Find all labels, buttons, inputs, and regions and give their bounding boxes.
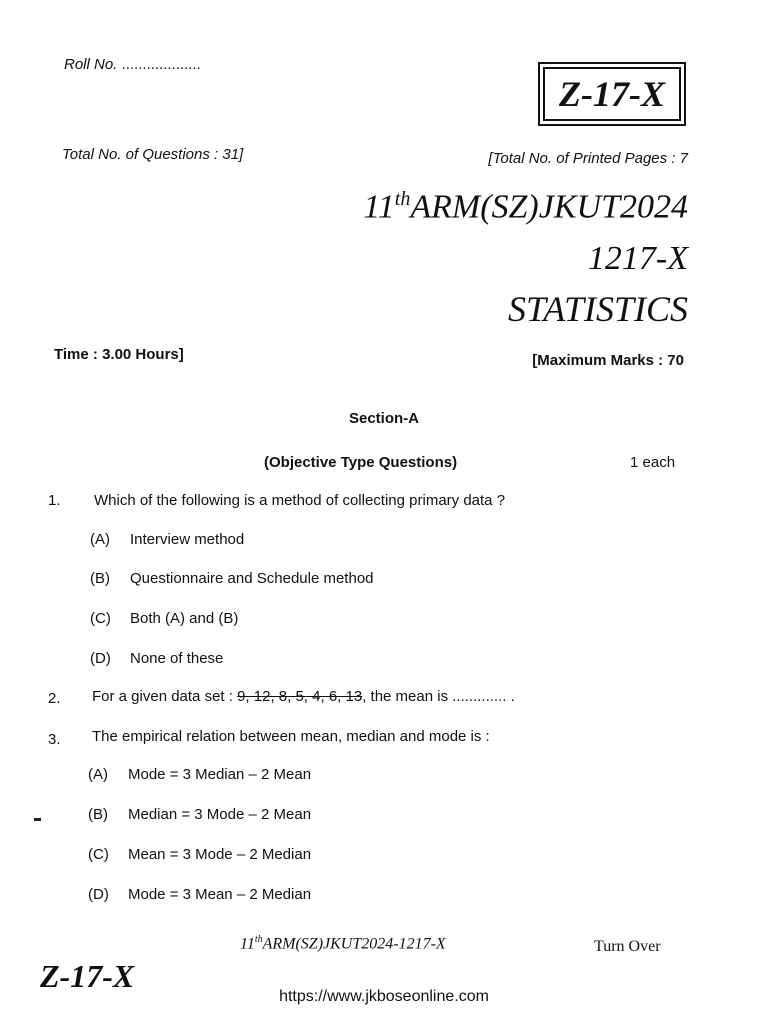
data-set: 9, 12, 8, 5, 4, 6, 13 [237,688,363,705]
option-label: (B) [90,570,110,587]
total-pages: [Total No. of Printed Pages : 7 [488,150,688,167]
question-text: The empirical relation between mean, median and mode is : [92,728,490,745]
option-text: Both (A) and (B) [130,610,239,627]
option-label: (C) [88,846,109,863]
roll-number [64,56,201,73]
footer-ref-rest: ARM(SZ)JKUT2024-1217-X [262,935,446,953]
option-row [88,886,311,903]
exam-title [363,188,688,226]
option-text: Questionnaire and Schedule method [130,570,374,587]
question-number: 1. [48,492,61,509]
question-number: 2. [48,690,61,707]
option-label: (D) [88,886,109,903]
question-text-after: , the mean is ............. . [362,688,515,705]
option-label: (C) [90,610,111,627]
marks-each: 1 each [630,454,676,471]
option-label: (B) [88,806,108,823]
option-row [90,610,238,627]
exam-title-sup: th [394,188,411,210]
option-text: Mode = 3 Median – 2 Mean [128,766,312,783]
option-label: (A) [90,531,110,548]
option-label: (A) [88,766,108,783]
subject-code: 1217-X [587,240,688,277]
footer-reference [240,934,446,953]
paper-code: Z-17-X [543,67,681,121]
option-row [90,531,244,548]
question-number: 3. [48,731,61,748]
option-row [90,570,374,587]
option-text: Interview method [130,531,245,548]
option-row [88,766,311,783]
question-text-before: For a given data set : [92,688,233,705]
question-text: Which of the following is a method of collecting primary data ? [94,492,506,509]
roll-dots: ................... [121,56,201,73]
option-label: (D) [90,650,111,667]
option-text: Mean = 3 Mode – 2 Median [128,846,312,863]
footer-ref-sup: th [254,934,263,945]
section-title: Section-A [348,410,419,427]
exam-title-main: 11 [363,188,395,226]
footer-paper-code: Z-17-X [40,958,135,994]
option-text: Mode = 3 Mean – 2 Median [128,886,312,903]
roll-label: Roll No. [64,56,118,73]
time-allowed: Time : 3.00 Hours] [54,346,184,363]
margin-mark [34,818,41,821]
paper-code-box [538,62,686,126]
question-text [92,688,515,705]
section-subtitle: (Objective Type Questions) [264,454,458,471]
option-row [88,806,311,823]
subject-name: STATISTICS [507,289,688,329]
source-url[interactable]: https://www.jkboseonline.com [279,988,489,1005]
option-text: Median = 3 Mode – 2 Mean [128,806,312,823]
total-questions: Total No. of Questions : 31] [62,146,244,163]
turn-over: Turn Over [594,938,661,955]
option-text: None of these [130,650,224,667]
exam-title-rest: ARM(SZ)JKUT2024 [410,188,688,226]
option-row [88,846,311,863]
maximum-marks: [Maximum Marks : 70 [532,352,684,369]
footer-ref-main: 11 [240,935,255,953]
option-row [90,650,223,667]
